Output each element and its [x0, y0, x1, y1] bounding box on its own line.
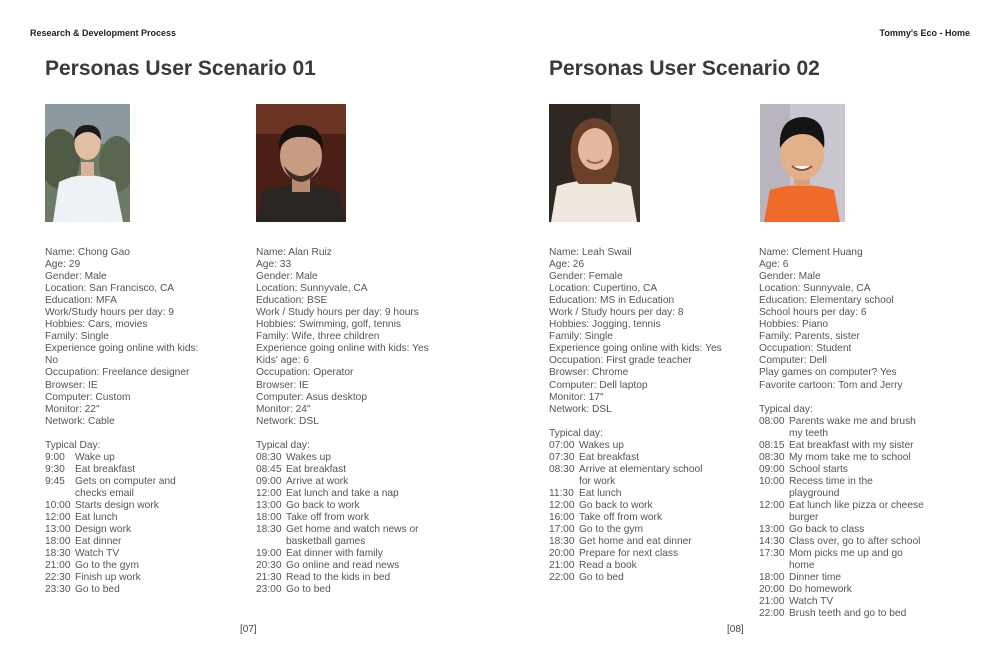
schedule-row	[45, 572, 210, 584]
schedule-activity: Go to bed	[286, 584, 331, 596]
schedule-activity: Watch TV	[75, 548, 120, 560]
schedule-activity: Eat breakfast	[75, 463, 136, 475]
typical-day-label: Typical day:	[549, 427, 603, 439]
typical-day-label: Typical Day:	[45, 439, 101, 451]
schedule-activity: Wakes up	[286, 451, 331, 463]
schedule-time: 11:30	[549, 487, 574, 499]
persona-field: Location: Cupertino, CA	[549, 283, 658, 295]
schedule-row	[256, 548, 429, 560]
schedule-time: 12:00	[256, 487, 282, 499]
persona-field: Experience going online with kids: Yes	[549, 343, 722, 355]
schedule-row	[45, 512, 210, 524]
schedule-time: 10:00	[45, 499, 71, 511]
schedule-time: 18:00	[45, 536, 71, 548]
schedule-list	[45, 452, 210, 597]
persona-field: Work / Study hours per day: 8	[549, 307, 684, 319]
schedule-activity: School starts	[789, 463, 848, 475]
schedule-time: 22:00	[549, 572, 575, 584]
schedule-activity: Starts design work	[75, 499, 159, 511]
persona-field: Occupation: Operator	[256, 367, 354, 379]
schedule-row	[759, 608, 924, 620]
schedule-activity: Design work	[75, 524, 132, 536]
schedule-row	[256, 512, 429, 524]
schedule-row	[549, 452, 722, 464]
schedule-activity: Eat lunch like pizza or cheese burger	[789, 499, 924, 523]
schedule-activity: Finish up work	[75, 572, 141, 584]
persona-field: Hobbies: Cars, movies	[45, 319, 148, 331]
schedule-time: 22:00	[759, 608, 785, 620]
schedule-activity: Brush teeth and go to bed	[789, 608, 907, 620]
schedule-activity: Go back to work	[286, 499, 360, 511]
persona-field: Gender: Female	[549, 271, 623, 283]
persona-field: Work / Study hours per day: 9 hours	[256, 307, 419, 319]
schedule-activity: Eat dinner	[75, 536, 122, 548]
schedule-row	[759, 464, 924, 476]
schedule-list	[256, 452, 429, 597]
schedule-time: 08:00	[759, 415, 785, 427]
persona-field: Occupation: Freelance designer	[45, 367, 190, 379]
schedule-row	[45, 452, 210, 464]
schedule-activity: Go to bed	[579, 572, 624, 584]
schedule-activity: Prepare for next class	[579, 548, 679, 560]
schedule-row	[759, 572, 924, 584]
schedule-activity: Eat lunch and take a nap	[286, 487, 399, 499]
persona-field: Network: DSL	[549, 403, 612, 415]
schedule-time: 16:00	[549, 511, 575, 523]
persona-field: Browser: IE	[45, 379, 98, 391]
page-number-07: [07]	[240, 624, 257, 635]
schedule-row	[549, 560, 722, 572]
persona-field: Education: MFA	[45, 295, 117, 307]
schedule-row	[256, 452, 429, 464]
persona-field: Gender: Male	[45, 271, 107, 283]
persona-field: Education: Elementary school	[759, 295, 894, 307]
schedule-activity: Arrive at elementary school for work	[579, 463, 703, 487]
page-number-08: [08]	[727, 624, 744, 635]
persona-field: Monitor: 17"	[549, 391, 604, 403]
schedule-activity: Go back to work	[579, 499, 653, 511]
schedule-activity: Gets on computer and checks email	[75, 475, 176, 499]
schedule-time: 9:00	[45, 451, 65, 463]
persona-field: Location: Sunnyvale, CA	[256, 283, 368, 295]
schedule-row	[759, 416, 924, 440]
schedule-row	[256, 500, 429, 512]
schedule-time: 09:00	[256, 475, 282, 487]
schedule-time: 21:00	[45, 560, 71, 572]
schedule-time: 22:30	[45, 572, 71, 584]
schedule-row	[759, 596, 924, 608]
schedule-activity: Watch TV	[789, 596, 834, 608]
schedule-row	[45, 500, 210, 512]
schedule-activity: Go to the gym	[75, 560, 139, 572]
schedule-activity: Eat lunch	[75, 511, 118, 523]
schedule-activity: Dinner time	[789, 572, 842, 584]
schedule-activity: Get home and watch news or basketball games	[286, 524, 419, 548]
page-title-02: Personas User Scenario 02	[549, 57, 820, 80]
persona-photo-leah-swail	[549, 104, 640, 222]
persona-field: Name: Chong Gao	[45, 247, 130, 258]
schedule-time: 10:00	[759, 475, 785, 487]
schedule-time: 21:30	[256, 572, 282, 584]
schedule-activity: Parents wake me and brush my teeth	[789, 415, 916, 439]
schedule-time: 9:45	[45, 475, 65, 487]
persona-field: Name: Leah Swail	[549, 247, 632, 258]
schedule-row	[45, 476, 210, 500]
schedule-time: 18:30	[45, 548, 71, 560]
persona-field: Education: MS in Education	[549, 295, 675, 307]
persona-fields	[256, 247, 429, 428]
persona-field: School hours per day: 6	[759, 307, 867, 319]
schedule-activity: Eat breakfast with my sister	[789, 439, 914, 451]
persona-field: Family: Parents, sister	[759, 331, 860, 343]
schedule-time: 20:30	[256, 560, 282, 572]
schedule-time: 21:00	[759, 596, 785, 608]
schedule-row	[549, 536, 722, 548]
persona-field: Favorite cartoon: Tom and Jerry	[759, 379, 903, 391]
persona-field: Computer: Dell laptop	[549, 379, 648, 391]
schedule-time: 20:00	[549, 548, 575, 560]
schedule-row	[549, 488, 722, 500]
persona-photo-alan-ruiz	[256, 104, 346, 222]
schedule-time: 12:00	[45, 511, 71, 523]
persona-field: Name: Alan Ruiz	[256, 247, 332, 258]
header-left: Research & Development Process	[30, 28, 177, 38]
schedule-activity: Read a book	[579, 560, 637, 572]
schedule-time: 13:00	[45, 524, 71, 536]
schedule-row	[256, 464, 429, 476]
schedule-time: 09:00	[759, 463, 785, 475]
persona-field: Occupation: Student	[759, 343, 852, 355]
persona-photo-chong-gao	[45, 104, 130, 222]
schedule-row	[759, 452, 924, 464]
persona-field: Age: 6	[759, 259, 789, 271]
schedule-activity: Mom picks me up and go home	[789, 548, 903, 572]
persona-field: Family: Single	[549, 331, 613, 343]
persona-field: Computer: Dell	[759, 355, 827, 367]
schedule-time: 14:30	[759, 536, 785, 548]
schedule-time: 07:00	[549, 439, 575, 451]
schedule-activity: Take off from work	[579, 511, 663, 523]
typical-day-label: Typical day:	[256, 439, 310, 451]
schedule-row	[759, 500, 924, 524]
persona-field: Family: Single	[45, 331, 109, 343]
persona-clement-huang	[759, 247, 924, 620]
schedule-activity: Eat breakfast	[579, 451, 640, 463]
schedule-time: 12:00	[549, 499, 575, 511]
schedule-activity: Get home and eat dinner	[579, 536, 692, 548]
persona-field: Age: 33	[256, 259, 292, 271]
persona-field: Monitor: 24"	[256, 403, 311, 415]
persona-photo-clement-huang	[760, 104, 845, 222]
schedule-row	[759, 536, 924, 548]
persona-field: Gender: Male	[759, 271, 821, 283]
persona-field: Hobbies: Swimming, golf, tennis	[256, 319, 401, 331]
schedule-row	[759, 440, 924, 452]
schedule-row	[45, 524, 210, 536]
schedule-time: 08:30	[759, 451, 785, 463]
schedule-time: 07:30	[549, 451, 575, 463]
schedule-activity: Recess time in the playground	[789, 475, 873, 499]
persona-field: Age: 29	[45, 259, 81, 271]
header-right: Tommy's Eco - Home	[879, 28, 970, 38]
schedule-row	[549, 572, 722, 584]
schedule-row	[256, 476, 429, 488]
schedule-time: 13:00	[759, 524, 785, 536]
schedule-row	[45, 548, 210, 560]
schedule-row	[256, 584, 429, 596]
schedule-time: 08:45	[256, 463, 282, 475]
persona-field: Education: BSE	[256, 295, 328, 307]
schedule-activity: Go to the gym	[579, 524, 643, 536]
schedule-activity: Do homework	[789, 584, 852, 596]
schedule-row	[256, 488, 429, 500]
schedule-row	[45, 464, 210, 476]
schedule-time: 08:30	[256, 451, 282, 463]
persona-field: Network: Cable	[45, 415, 115, 427]
persona-field: Network: DSL	[256, 415, 319, 427]
schedule-time: 20:00	[759, 584, 785, 596]
schedule-row	[256, 560, 429, 572]
schedule-time: 18:00	[759, 572, 785, 584]
persona-field: Kids' age: 6	[256, 355, 309, 367]
persona-chong-gao	[45, 247, 210, 596]
persona-field: Computer: Custom	[45, 391, 131, 403]
schedule-activity: Eat dinner with family	[286, 548, 383, 560]
persona-field: Gender: Male	[256, 271, 318, 283]
persona-field: Age: 26	[549, 259, 585, 271]
schedule-time: 19:00	[256, 548, 282, 560]
schedule-time: 18:30	[549, 536, 575, 548]
persona-field: No	[45, 355, 59, 367]
schedule-row	[759, 476, 924, 500]
persona-alan-ruiz	[256, 247, 429, 596]
schedule-row	[759, 548, 924, 572]
schedule-row	[549, 440, 722, 452]
schedule-activity: Go back to class	[789, 524, 865, 536]
persona-field: Experience going online with kids:	[45, 343, 199, 355]
persona-fields	[45, 247, 210, 428]
persona-field: Browser: Chrome	[549, 367, 629, 379]
persona-field: Browser: IE	[256, 379, 309, 391]
schedule-activity: Class over, go to after school	[789, 536, 921, 548]
persona-field: Hobbies: Jogging, tennis	[549, 319, 661, 331]
persona-field: Hobbies: Piano	[759, 319, 829, 331]
persona-field: Work/Study hours per day: 9	[45, 307, 174, 319]
schedule-list	[549, 440, 722, 585]
schedule-row	[549, 548, 722, 560]
schedule-row	[549, 464, 722, 488]
schedule-row	[256, 524, 429, 548]
persona-fields	[549, 247, 722, 416]
schedule-row	[45, 536, 210, 548]
persona-field: Location: Sunnyvale, CA	[759, 283, 871, 295]
schedule-row	[256, 572, 429, 584]
schedule-activity: Arrive at work	[286, 475, 349, 487]
schedule-time: 12:00	[759, 499, 785, 511]
schedule-row	[549, 524, 722, 536]
schedule-row	[45, 584, 210, 596]
schedule-time: 23:00	[256, 584, 282, 596]
schedule-row	[549, 512, 722, 524]
schedule-activity: Take off from work	[286, 511, 370, 523]
schedule-time: 08:15	[759, 439, 785, 451]
persona-field: Computer: Asus desktop	[256, 391, 367, 403]
schedule-time: 21:00	[549, 560, 575, 572]
schedule-time: 17:00	[549, 524, 575, 536]
schedule-time: 13:00	[256, 499, 282, 511]
persona-fields	[759, 247, 924, 392]
schedule-activity: Wake up	[75, 451, 115, 463]
schedule-row	[759, 524, 924, 536]
schedule-time: 17:30	[759, 548, 785, 560]
persona-leah-swail	[549, 247, 722, 584]
typical-day-label: Typical day:	[759, 403, 813, 415]
persona-field: Name: Clement Huang	[759, 247, 863, 258]
schedule-activity: Go to bed	[75, 584, 120, 596]
page-title-01: Personas User Scenario 01	[45, 57, 316, 80]
persona-field: Play games on computer? Yes	[759, 367, 897, 379]
schedule-row	[549, 500, 722, 512]
schedule-activity: Eat lunch	[579, 487, 622, 499]
schedule-activity: Eat breakfast	[286, 463, 347, 475]
persona-field: Location: San Francisco, CA	[45, 283, 175, 295]
persona-field: Experience going online with kids: Yes	[256, 343, 429, 355]
schedule-time: 18:00	[256, 511, 282, 523]
persona-field: Family: Wife, three children	[256, 331, 380, 343]
schedule-list	[759, 416, 924, 621]
schedule-time: 08:30	[549, 463, 575, 475]
schedule-row	[45, 560, 210, 572]
schedule-time: 18:30	[256, 524, 282, 536]
schedule-row	[759, 584, 924, 596]
schedule-activity: Read to the kids in bed	[286, 572, 391, 584]
schedule-activity: My mom take me to school	[789, 451, 911, 463]
persona-field: Monitor: 22"	[45, 403, 100, 415]
schedule-activity: Wakes up	[579, 439, 624, 451]
schedule-activity: Go online and read news	[286, 560, 400, 572]
schedule-time: 23:30	[45, 584, 71, 596]
schedule-time: 9:30	[45, 463, 65, 475]
persona-field: Occupation: First grade teacher	[549, 355, 692, 367]
